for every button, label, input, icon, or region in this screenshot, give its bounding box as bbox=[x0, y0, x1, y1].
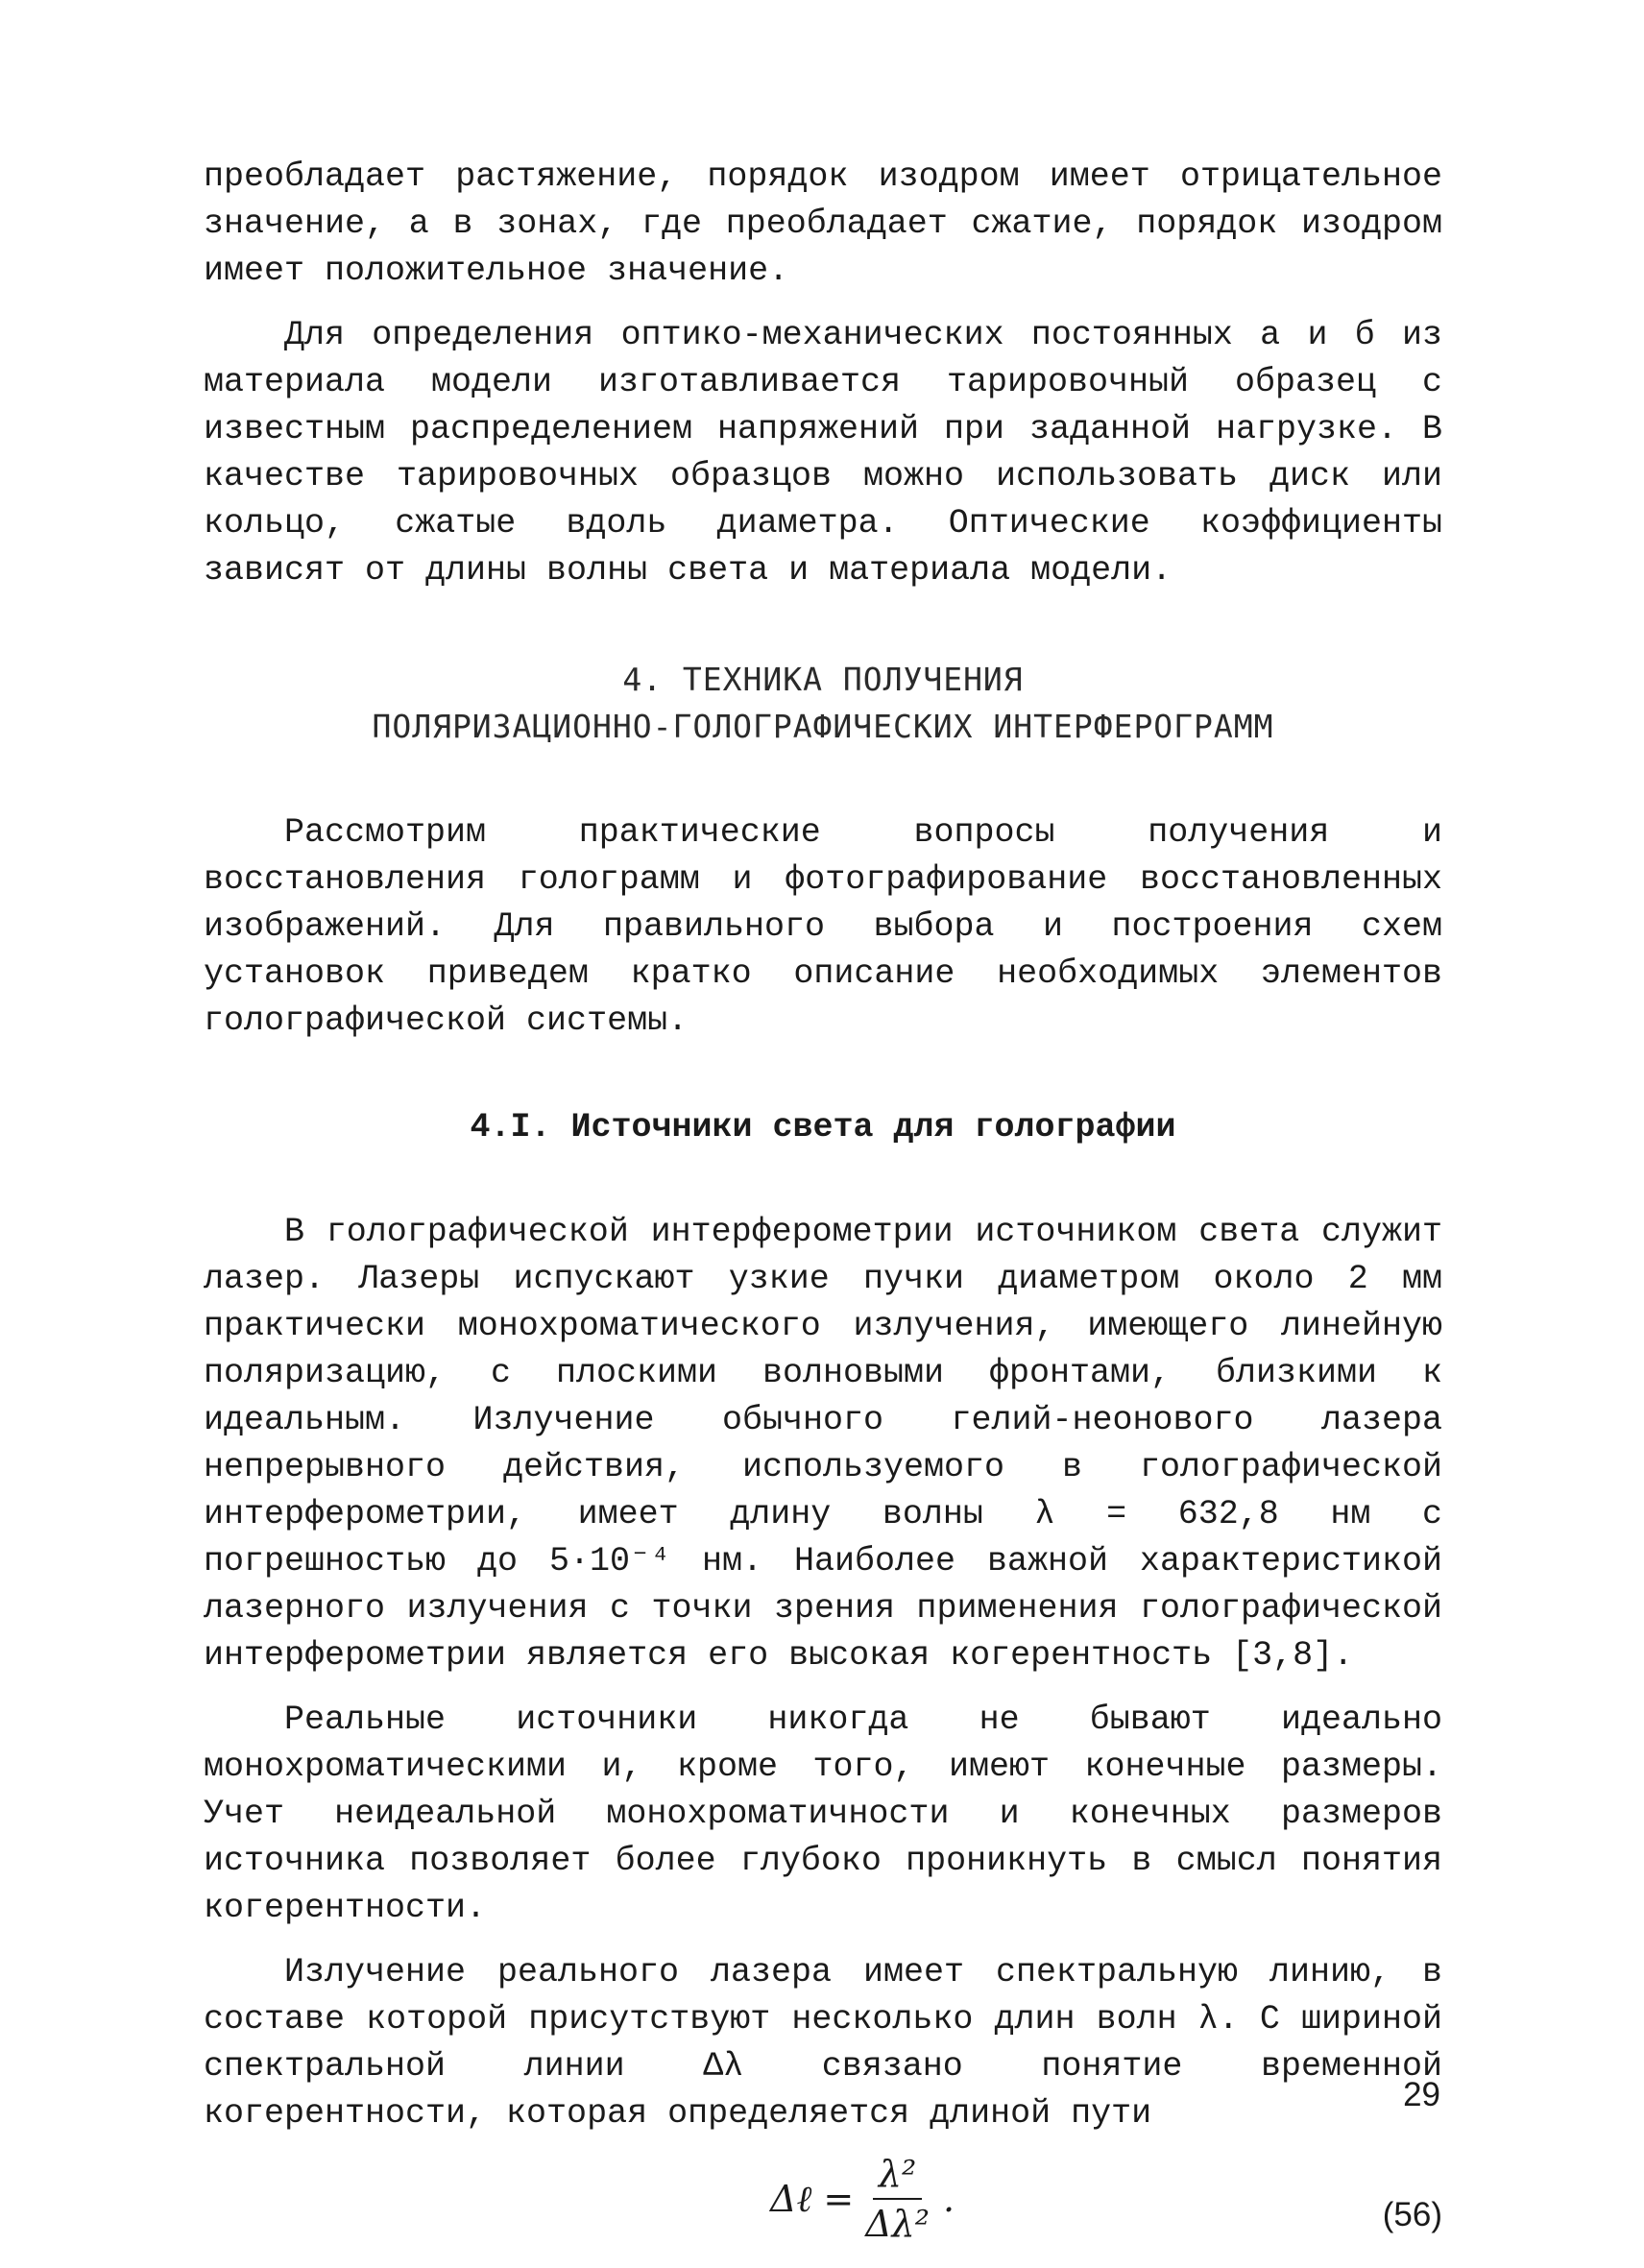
formula-numerator: λ² bbox=[873, 2150, 922, 2200]
formula-row bbox=[204, 2145, 1442, 2253]
paragraph-1: преобладает растяжение, порядок изодром имеет отрицательное значение, а в зонах, где преобладает сжатие, порядок изодром имеет положительное значение. bbox=[204, 157, 1442, 290]
formula-denominator: Δλ² bbox=[865, 2203, 930, 2245]
formula-fraction bbox=[859, 2150, 935, 2248]
formula-lhs: Δℓ = bbox=[770, 2177, 855, 2220]
page-content bbox=[204, 154, 1442, 2253]
section-title-line-1: 4. ТЕХНИКА ПОЛУЧЕНИЯ bbox=[622, 661, 1024, 698]
coherence-length-formula bbox=[770, 2145, 955, 2253]
page-number: 29 bbox=[1403, 2076, 1440, 2113]
formula-period: . bbox=[942, 2177, 955, 2220]
paragraph-2: Для определения оптико-механических постоянных a и б из материала модели изготавливается тарировочный образец с известным распределением напряжений при заданной нагрузке. В качестве тарировочных образцов можно использовать диск или кольцо, сжатые вдоль диаметра. Оптические коэффициенты зависят от длины волны света и материала модели. bbox=[204, 316, 1442, 590]
equation-number: (56) bbox=[1382, 2196, 1442, 2233]
paragraph-6: Излучение реального лазера имеет спектральную линию, в составе которой присутствуют несколько длин волн λ. С шириной спектральной линии Δλ связано понятие временной когерентности, которая определяется длиной пути bbox=[204, 1953, 1442, 2133]
subsection-title: 4.I. Источники света для голографии bbox=[470, 1108, 1176, 1146]
paragraph-5: Реальные источники никогда не бывают идеально монохроматическими и, кроме того, имеют конечные размеры. Учет неидеальной монохроматичности и конечных размеров источника позволяет более глубоко проникнуть в смысл понятия когерентности. bbox=[204, 1701, 1442, 1927]
section-title-line-2: ПОЛЯРИЗАЦИОННО-ГОЛОГРАФИЧЕСКИХ ИНТЕРФЕРОГРАММ bbox=[372, 708, 1274, 745]
paragraph-4: В голографической интерферометрии источником света служит лазер. Лазеры испускают узкие пучки диаметром около 2 мм практически монохроматического излучения, имеющего линейную поляризацию, с плоскими волновыми фронтами, близкими к идеальным. Излучение обычного гелий-неонового лазера непрерывного действия, используемого в голографической интерферометрии, имеет длину волны λ = 632,8 нм с погрешностью до 5·10⁻⁴ нм. Наиболее важной характеристикой лазерного излучения с точки зрения применения голографической интерферометрии является его высокая когерентность [3,8]. bbox=[204, 1213, 1442, 1675]
paragraph-3: Рассмотрим практические вопросы получения и восстановления голограмм и фотографирование восстановленных изображений. Для правильного выбора и построения схем установок приведем кратко описание необходимых элементов голографической системы. bbox=[204, 813, 1442, 1040]
